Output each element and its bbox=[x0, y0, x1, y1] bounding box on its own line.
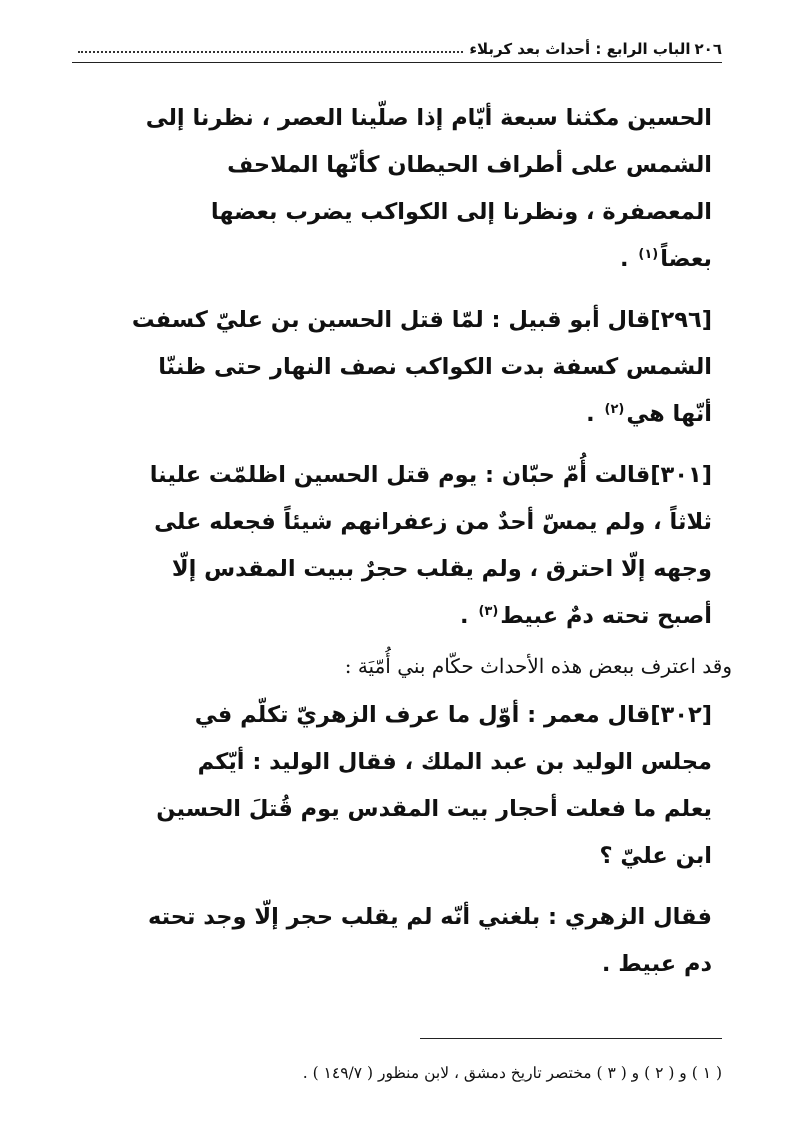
page-body bbox=[62, 95, 732, 988]
footnote-separator bbox=[420, 1038, 722, 1039]
text-line bbox=[62, 297, 712, 344]
paragraph-296 bbox=[62, 297, 722, 438]
text-line: يعلم ما فعلت أحجار بيت المقدس يوم قُتلَ الحسين bbox=[156, 796, 712, 822]
page-number: ٢٠٦ bbox=[694, 40, 722, 58]
text-line bbox=[62, 452, 712, 499]
text-line: فقال الزهري : بلغني أنّه لم يقلب حجر إلّا وجد تحته bbox=[147, 904, 712, 930]
text-line: الحسين مكثنا سبعة أيّام إذا صلّينا العصر ، نظرنا إلى bbox=[145, 105, 712, 131]
text-line: المعصفرة ، ونظرنا إلى الكواكب يضرب بعضها bbox=[210, 199, 712, 225]
text-fragment: أصبح تحته دمٌ عبيط bbox=[500, 603, 712, 629]
text-fragment: أنّها هي bbox=[626, 401, 712, 427]
paragraph-number: [٣٠٢] bbox=[650, 702, 712, 728]
footnote-text: ( ١ ) و ( ٢ ) و ( ٣ ) مختصر تاريخ دمشق ، لابن منظور ( ١٤٩/٧ ) . bbox=[302, 1064, 722, 1082]
paragraph-301 bbox=[62, 452, 722, 640]
sentence-end: . bbox=[619, 246, 629, 272]
paragraph-number: [٢٩٦] bbox=[650, 307, 712, 333]
running-header bbox=[72, 36, 722, 63]
footnote-ref-3: (٣) bbox=[478, 603, 499, 619]
chapter-title: الباب الرابع : أحداث بعد كربلاء bbox=[469, 40, 691, 58]
text-line-last bbox=[62, 391, 712, 438]
text-line-last bbox=[62, 593, 712, 640]
paragraph-zuhri-reply bbox=[62, 894, 722, 988]
text-fragment: قالت أُمّ حبّان : يوم قتل الحسين اظلمّت علينا bbox=[149, 462, 651, 488]
paragraph-302 bbox=[62, 692, 722, 880]
footnote-ref-2: (٢) bbox=[604, 401, 625, 417]
header-dot-leader bbox=[78, 41, 463, 53]
footnote-ref-1: (١) bbox=[638, 246, 659, 262]
text-line: وجهه إلّا احترق ، ولم يقلب حجرٌ ببيت المقدس إلّا bbox=[171, 556, 712, 582]
sentence-end: . bbox=[460, 603, 469, 629]
text-line: الشمس كسفة بدت الكواكب نصف النهار حتى ظننّا bbox=[158, 354, 712, 380]
text-fragment: قال أبو قبيل : لمّا قتل الحسين بن عليّ كسفت bbox=[131, 307, 651, 333]
intro-line: وقد اعترف ببعض هذه الأحداث حكّام بني أُمّيَة : bbox=[344, 654, 732, 678]
text-line bbox=[62, 692, 712, 739]
text-line-last bbox=[62, 236, 712, 283]
text-line-last: ابن عليّ ؟ bbox=[599, 843, 712, 869]
text-line-last: دم عبيط . bbox=[601, 951, 712, 977]
text-fragment: قال معمر : أوّل ما عرف الزهريّ تكلّم في bbox=[194, 702, 651, 728]
text-line: مجلس الوليد بن عبد الملك ، فقال الوليد : أيّكم bbox=[197, 749, 712, 775]
text-fragment: بعضاً bbox=[660, 246, 712, 272]
paragraph-number: [٣٠١] bbox=[650, 462, 712, 488]
sentence-end: . bbox=[586, 401, 595, 427]
text-line: الشمس على أطراف الحيطان كأنّها الملاحف bbox=[227, 152, 712, 178]
paragraph-continuation bbox=[62, 95, 722, 283]
text-line: ثلاثاً ، ولم يمسّ أحدٌ من زعفرانهم شيئاً فجعله على bbox=[154, 509, 712, 535]
